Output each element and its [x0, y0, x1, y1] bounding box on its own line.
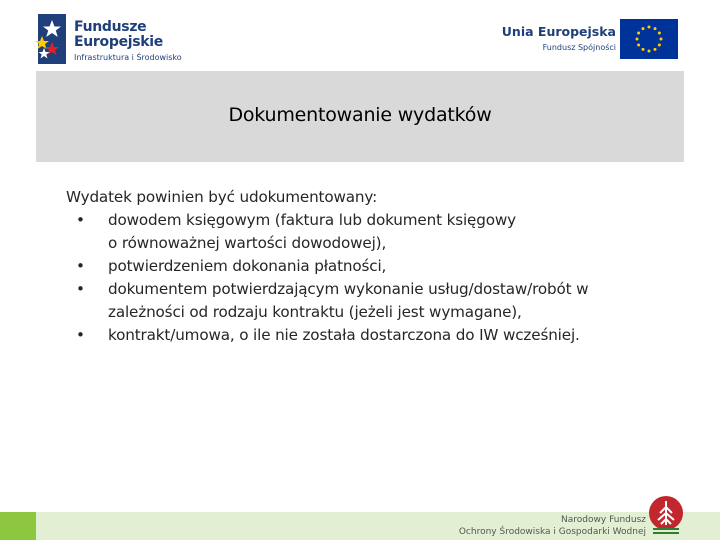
eu-flag-icon — [620, 19, 678, 59]
bullet-item — [66, 209, 686, 255]
bullet-marker: • — [76, 257, 85, 275]
eu-star — [660, 38, 663, 41]
fe-logo-text — [74, 20, 182, 64]
bullet-line: kontrakt/umowa, o ile nie została dostarczona do IW wcześniej. — [108, 326, 580, 344]
slide-title: Dokumentowanie wydatków — [228, 104, 492, 126]
eu-star — [642, 27, 645, 30]
eu-star — [648, 50, 651, 53]
slide-content — [66, 186, 686, 347]
bullet-marker: • — [76, 280, 85, 298]
bullet-item — [66, 255, 686, 278]
eu-star — [636, 38, 639, 41]
nfos-line1: Narodowy Fundusz — [561, 515, 646, 525]
bullet-item — [66, 278, 686, 324]
eu-star — [637, 32, 640, 35]
eu-star — [658, 32, 661, 35]
bullet-item — [66, 324, 686, 347]
bullet-line: zależności od rodzaju kontraktu (jeżeli jest wymagane), — [108, 303, 522, 321]
nfos-line2: Ochrony Środowiska i Gospodarki Wodnej — [458, 527, 646, 537]
unia-europejska-logo — [498, 19, 678, 61]
eu-star — [658, 44, 661, 47]
nfos-tree-icon — [648, 495, 684, 535]
bullet-list — [66, 209, 686, 347]
fe-star-mark-icon — [34, 14, 70, 64]
footer-accent — [0, 512, 36, 540]
bullet-line: dokumentem potwierdzającym wykonanie usług/dostaw/robót w — [108, 280, 589, 298]
title-band — [36, 71, 684, 162]
fe-logo-line3: Infrastruktura i Środowisko — [74, 53, 182, 62]
nfos-logo-text — [459, 514, 646, 538]
eu-star — [637, 44, 640, 47]
ue-logo-line1: Unia Europejska — [501, 24, 616, 39]
intro-text: Wydatek powinien być udokumentowany: — [66, 188, 378, 206]
eu-star — [642, 48, 645, 51]
ue-logo-line2: Fundusz Spójności — [542, 43, 616, 52]
eu-star — [648, 26, 651, 29]
bullet-line: o równoważnej wartości dowodowej), — [108, 234, 387, 252]
fe-logo-line1: Fundusze — [74, 19, 147, 35]
ue-logo-text — [502, 24, 616, 54]
bullet-line: dowodem księgowym (faktura lub dokument księgowy — [108, 211, 516, 229]
eu-star — [654, 48, 657, 51]
fe-logo-line2: Europejskie — [74, 34, 164, 50]
bullet-marker: • — [76, 326, 85, 344]
eu-star — [654, 27, 657, 30]
fundusze-europejskie-logo — [34, 14, 194, 66]
bullet-line: potwierdzeniem dokonania płatności, — [108, 257, 387, 275]
bullet-marker: • — [76, 211, 85, 229]
